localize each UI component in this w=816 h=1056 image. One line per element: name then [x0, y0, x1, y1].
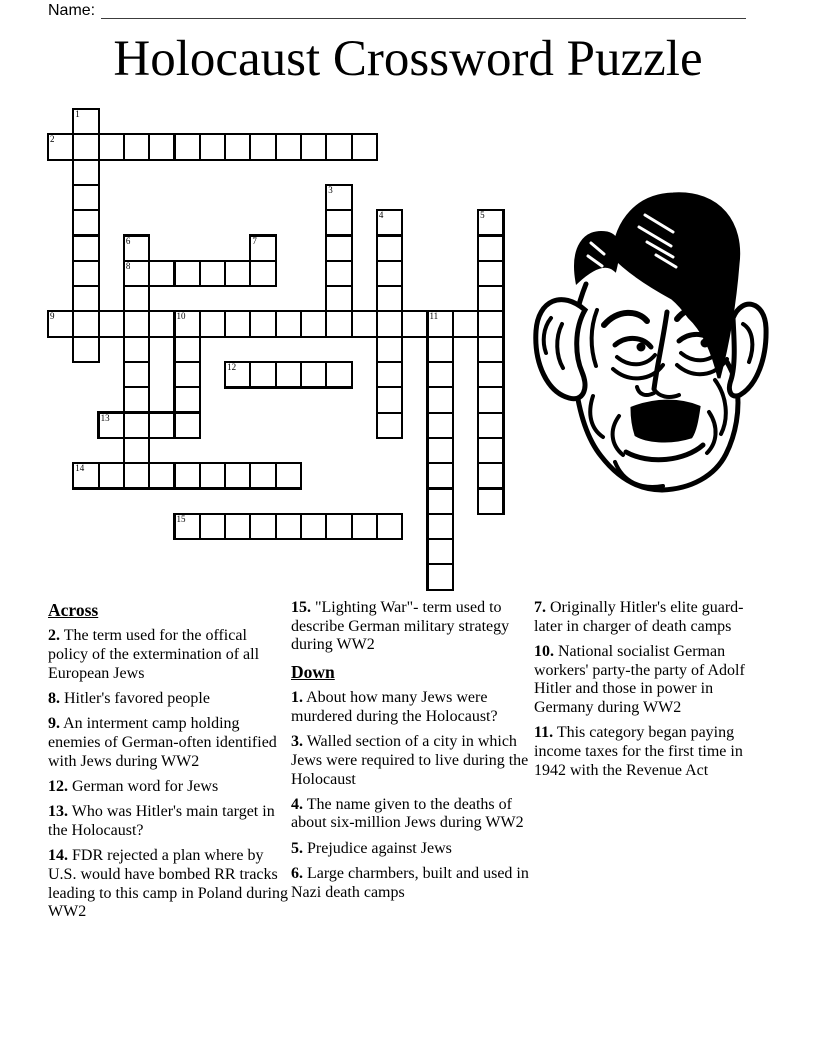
crossword-cell[interactable] — [72, 209, 99, 236]
clue-column — [534, 599, 774, 929]
crossword-cell[interactable] — [249, 462, 276, 489]
right-ear — [729, 304, 766, 396]
crossword-cell[interactable] — [249, 260, 276, 287]
crossword-cell[interactable] — [174, 336, 201, 363]
crossword-cell[interactable] — [148, 412, 175, 439]
crossword-cell[interactable] — [427, 513, 454, 540]
crossword-cell[interactable] — [249, 133, 276, 160]
nose — [654, 312, 667, 389]
clue-10 — [534, 643, 774, 718]
clue-number: 9. — [48, 715, 60, 733]
crossword-cell[interactable] — [199, 462, 226, 489]
crossword-cell[interactable] — [325, 513, 352, 540]
crossword-cell[interactable] — [174, 513, 201, 540]
crossword-cell[interactable] — [300, 133, 327, 160]
clue-text: An interment camp holding enemies of German-often identified with Jews during WW2 — [48, 715, 277, 770]
clue-15 — [291, 599, 531, 655]
clue-7 — [534, 599, 774, 636]
clue-11 — [534, 724, 774, 780]
crossword-cell[interactable] — [72, 310, 99, 337]
left-eyebrow — [604, 313, 647, 325]
crossword-cell[interactable] — [72, 235, 99, 262]
crossword-cell[interactable] — [300, 361, 327, 388]
crossword-cell[interactable] — [174, 462, 201, 489]
clue-number: 2. — [48, 627, 60, 645]
crossword-cell[interactable] — [376, 260, 403, 287]
crossword-cell[interactable] — [174, 361, 201, 388]
crossword-cell[interactable] — [72, 462, 99, 489]
clue-number: 13. — [48, 803, 68, 821]
crossword-cell[interactable] — [275, 462, 302, 489]
clue-text: Hitler's favored people — [60, 690, 210, 708]
crossword-cell[interactable] — [427, 310, 454, 337]
crossword-cell[interactable] — [72, 285, 99, 312]
cell-number: 4 — [378, 210, 384, 221]
crossword-cell[interactable] — [325, 184, 352, 211]
crossword-cell[interactable] — [477, 235, 504, 262]
crossword-cell[interactable] — [224, 462, 251, 489]
crossword-cell[interactable] — [325, 133, 352, 160]
clue-number: 14. — [48, 847, 68, 865]
clue-number: 3. — [291, 733, 303, 751]
crossword-cell[interactable] — [123, 133, 150, 160]
crossword-cell[interactable] — [199, 133, 226, 160]
crossword-cell[interactable] — [224, 260, 251, 287]
crossword-cell[interactable] — [174, 386, 201, 413]
crossword-cell[interactable] — [123, 437, 150, 464]
crossword-cell[interactable] — [174, 412, 201, 439]
crossword-cell[interactable] — [452, 310, 479, 337]
cell-number: 6 — [125, 235, 131, 246]
clue-9 — [48, 715, 288, 771]
crossword-cell[interactable] — [123, 310, 150, 337]
crossword-cell[interactable] — [376, 361, 403, 388]
clue-text: National socialist German workers' party-the party of Adolf Hitler and those in power in Germany during WW2 — [534, 642, 745, 717]
crossword-cell[interactable] — [427, 563, 454, 590]
clue-text: The name given to the deaths of about six-million Jews during WW2 — [291, 795, 524, 832]
crossword-cell[interactable] — [123, 336, 150, 363]
crossword-cell[interactable] — [249, 361, 276, 388]
clue-6 — [291, 865, 531, 902]
clue-8 — [48, 690, 288, 709]
crossword-cell[interactable] — [199, 310, 226, 337]
clue-text: German word for Jews — [68, 778, 219, 795]
crossword-cell[interactable] — [477, 386, 504, 413]
crossword-cell[interactable] — [427, 336, 454, 363]
crossword-cell[interactable] — [72, 133, 99, 160]
clue-5 — [291, 840, 531, 859]
crossword-cell[interactable] — [224, 133, 251, 160]
clue-text: Who was Hitler's main target in the Holocaust? — [48, 803, 275, 839]
cell-number: 12 — [227, 362, 237, 372]
crossword-cell[interactable] — [477, 437, 504, 464]
crossword-cell[interactable] — [224, 513, 251, 540]
crossword-cell[interactable] — [148, 260, 175, 287]
crossword-cell[interactable] — [174, 133, 201, 160]
crossword-cell[interactable] — [249, 310, 276, 337]
crossword-cell[interactable] — [351, 133, 378, 160]
crossword-cell[interactable] — [477, 209, 504, 236]
cell-number: 15 — [176, 513, 186, 524]
crossword-cell[interactable] — [275, 133, 302, 160]
crossword-cell[interactable] — [325, 209, 352, 236]
crossword-cell[interactable] — [123, 386, 150, 413]
crossword-cell[interactable] — [275, 361, 302, 388]
crossword-cell[interactable] — [477, 361, 504, 388]
clue-13 — [48, 803, 288, 840]
crossword-cell[interactable] — [72, 108, 99, 135]
cell-number: 5 — [480, 210, 485, 221]
crossword-cell[interactable] — [477, 336, 504, 363]
name-label: Name: — [48, 2, 96, 19]
clue-number: 4. — [291, 795, 303, 813]
crossword-cell[interactable] — [427, 462, 454, 489]
clues-section — [48, 599, 774, 929]
crossword-cell[interactable] — [72, 336, 99, 363]
crossword-cell[interactable] — [249, 235, 276, 262]
crossword-cell[interactable] — [351, 310, 378, 337]
crossword-cell[interactable] — [275, 513, 302, 540]
crossword-cell[interactable] — [376, 285, 403, 312]
cell-number: 1 — [75, 109, 80, 119]
cell-number: 2 — [50, 134, 55, 145]
crossword-cell[interactable] — [427, 412, 454, 439]
clue-text: Prejudice against Jews — [303, 839, 452, 857]
clue-text: Large charmbers, built and used in Nazi death camps — [291, 864, 529, 901]
crossword-cell[interactable] — [427, 361, 454, 388]
crossword-cell[interactable] — [477, 310, 504, 337]
crossword-cell[interactable] — [123, 361, 150, 388]
crossword-cell[interactable] — [300, 513, 327, 540]
crossword-cell[interactable] — [98, 412, 125, 439]
crossword-cell[interactable] — [376, 310, 403, 337]
crossword-cell[interactable] — [325, 310, 352, 337]
crossword-cell[interactable] — [401, 310, 428, 337]
clue-14 — [48, 847, 288, 922]
cell-number: 7 — [252, 235, 257, 246]
clue-12 — [48, 778, 288, 797]
crossword-cell[interactable] — [98, 133, 125, 160]
clue-number: 5. — [291, 839, 303, 857]
crossword-cell[interactable] — [123, 235, 150, 262]
crossword-cell[interactable] — [123, 260, 150, 287]
crossword-cell[interactable] — [325, 260, 352, 287]
crossword-cell[interactable] — [174, 310, 201, 337]
cell-number: 9 — [50, 311, 55, 322]
crossword-cell[interactable] — [123, 462, 150, 489]
crossword-cell[interactable] — [199, 513, 226, 540]
clue-number: 1. — [291, 689, 303, 707]
crossword-cell[interactable] — [376, 513, 403, 540]
crossword-cell[interactable] — [376, 235, 403, 262]
clue-text: FDR rejected a plan where by U.S. would have bombed RR tracks leading to this camp in Poland during WW2 — [48, 847, 288, 921]
crossword-cell[interactable] — [300, 310, 327, 337]
clue-number: 7. — [534, 599, 546, 616]
clue-number: 11. — [534, 724, 554, 742]
left-pupil — [637, 343, 646, 352]
clue-text: Originally Hitler's elite guard- later in charger of death camps — [534, 599, 744, 635]
crossword-cell[interactable] — [275, 310, 302, 337]
crossword-cell[interactable] — [376, 209, 403, 236]
crossword-cell[interactable] — [72, 184, 99, 211]
clue-number: 10. — [534, 642, 554, 660]
cell-number: 14 — [75, 463, 85, 474]
crossword-cell[interactable] — [325, 285, 352, 312]
clue-column — [291, 599, 531, 929]
clue-4 — [291, 796, 531, 833]
crossword-cell[interactable] — [224, 361, 251, 388]
cell-number: 11 — [429, 311, 439, 322]
crossword-cell[interactable] — [224, 310, 251, 337]
crossword-cell[interactable] — [477, 488, 504, 515]
crossword-cell[interactable] — [47, 133, 74, 160]
mustache — [632, 401, 699, 441]
hitler-caricature-illustration — [528, 188, 774, 512]
crossword-cell[interactable] — [376, 386, 403, 413]
crossword-cell[interactable] — [98, 462, 125, 489]
mouth — [626, 445, 703, 460]
crossword-cell[interactable] — [47, 310, 74, 337]
crossword-cell[interactable] — [174, 260, 201, 287]
crossword-cell[interactable] — [427, 386, 454, 413]
crossword-cell[interactable] — [427, 488, 454, 515]
crossword-cell[interactable] — [477, 462, 504, 489]
clue-number: 6. — [291, 864, 303, 882]
crossword-cell[interactable] — [376, 336, 403, 363]
hair-tuft — [576, 232, 619, 282]
cell-number: 8 — [125, 260, 131, 271]
clue-3 — [291, 733, 531, 789]
crossword-cell[interactable] — [72, 159, 99, 186]
crossword-cell[interactable] — [148, 310, 175, 337]
crossword-cell[interactable] — [148, 462, 175, 489]
clue-number: 15. — [291, 599, 311, 616]
crossword-cell[interactable] — [325, 235, 352, 262]
clue-number: 8. — [48, 690, 60, 708]
crossword-cell[interactable] — [123, 285, 150, 312]
left-eye — [615, 338, 651, 347]
crossword-cell[interactable] — [325, 361, 352, 388]
crossword-cell[interactable] — [249, 513, 276, 540]
crossword-cell[interactable] — [477, 285, 504, 312]
clue-text: The term used for the offical policy of the extermination of all European Jews — [48, 627, 260, 682]
cell-number: 13 — [100, 412, 110, 423]
crossword-cell[interactable] — [199, 260, 226, 287]
crossword-cell[interactable] — [477, 260, 504, 287]
right-pupil — [701, 339, 710, 348]
crossword-cell[interactable] — [376, 412, 403, 439]
crossword-cell[interactable] — [477, 412, 504, 439]
crossword-cell[interactable] — [123, 412, 150, 439]
down-clues-header: Down — [291, 661, 335, 682]
cell-number: 10 — [176, 311, 186, 322]
clue-text: "Lighting War"- term used to describe German military strategy during WW2 — [291, 599, 510, 654]
page-title: Holocaust Crossword Puzzle — [113, 31, 703, 87]
crossword-cell[interactable] — [427, 538, 454, 565]
cell-number: 3 — [328, 184, 333, 195]
clue-text: Walled section of a city in which Jews were required to live during the Holocaust — [291, 733, 529, 788]
clue-column — [48, 599, 288, 929]
crossword-cell[interactable] — [98, 310, 125, 337]
clue-text: About how many Jews were murdered during the Holocaust? — [291, 689, 498, 725]
crossword-cell[interactable] — [72, 260, 99, 287]
crossword-cell[interactable] — [351, 513, 378, 540]
clue-1 — [291, 689, 531, 726]
clue-2 — [48, 627, 288, 683]
crossword-cell[interactable] — [427, 437, 454, 464]
clue-number: 12. — [48, 778, 68, 795]
clue-text: This category began paying income taxes for the first time in 1942 with the Revenue Act — [534, 724, 743, 779]
crossword-cell[interactable] — [148, 133, 175, 160]
across-clues-header: Across — [48, 600, 99, 620]
